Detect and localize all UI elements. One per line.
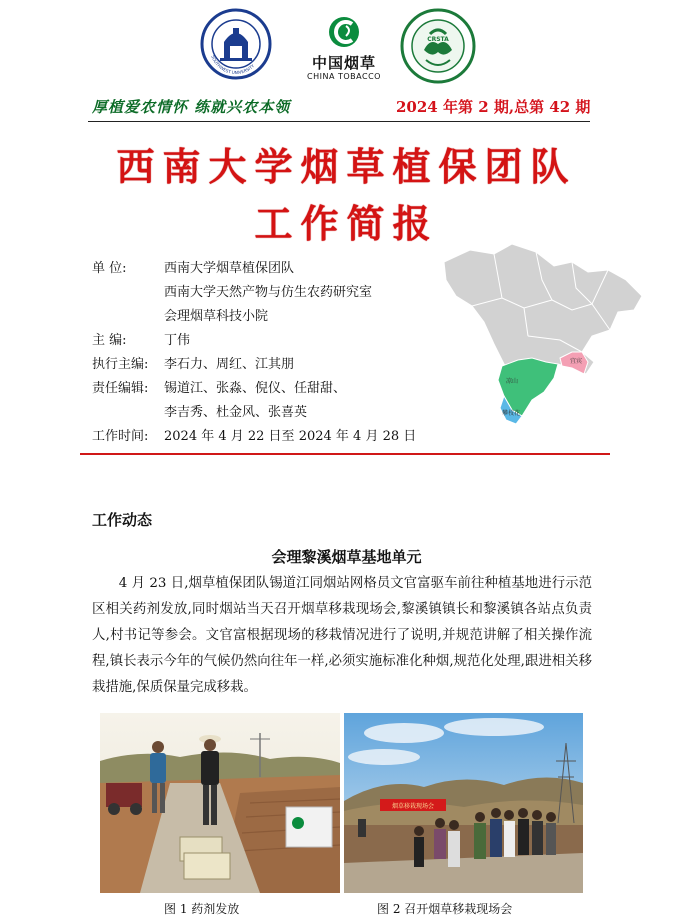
map-label-panzhihua: 攀枝花 [502,410,521,417]
crsta-logo [400,8,476,84]
photo-pesticide-distribution [100,713,340,893]
photo-transplanting-meeting [344,713,583,893]
article-paragraph: 4 月 23 日,烟草植保团队锡道江同烟站网格员文官富驱车前往种植基地进行示范区相关药剂发放,同时烟站当天召开烟草移栽现场会,黎溪镇镇长和黎溪镇各站点负责人,村书记等参会。文官富根据现场的移栽情况进行了说明,并规范讲解了相关操作流程,镇长表示今年的气候仍然向往年一样,必须实施标准化种烟,规范化处理,跟进相关移栽措施,保质保量完成移栽。 [92,576,592,695]
unit-row [92,257,294,280]
article-title: 会理黎溪烟草基地单元 [271,548,422,566]
issue-number: 2024 年第 2 期,总第 42 期 [396,98,591,116]
swu-logo-text: SOUTHWEST UNIVERSITY [210,54,256,76]
crsta-logo-text: CRSTA [427,36,449,43]
editor-value: 丁伟 [164,333,191,348]
exec-editor-value: 李石力、周红、江其朋 [164,357,295,372]
unit-value-1: 西南大学烟草植保团队 [164,261,295,276]
map-label-liangshan: 凉山 [506,378,519,385]
map-label-yibin: 宜宾 [570,358,583,365]
unit-value-2: 西南大学天然产物与仿生农药研究室 [164,285,373,300]
china-tobacco-logo [296,12,392,84]
exec-editor-row [92,353,294,376]
southwest-university-logo [200,8,272,80]
title-line-2: 工作简报 [254,201,439,246]
title-line-1: 西南大学烟草植保团队 [116,144,577,189]
china-tobacco-en: CHINA TOBACCO [307,72,381,81]
banner-text: 烟草移栽现场会 [391,803,435,810]
resp-editor-value-2: 李吉秀、杜金风、张喜英 [164,405,308,420]
resp-editor-row [92,377,346,400]
resp-editor-label: 责任编辑: [92,381,149,396]
section-heading: 工作动态 [92,511,153,529]
unit-label: 单 位: [92,261,127,276]
unit-value-3: 会理烟草科技小院 [164,309,269,324]
slogan: 厚植爱农情怀 练就兴农本领 [92,98,291,116]
time-label: 工作时间: [92,429,149,444]
caption-1: 图 1 药剂发放 [164,902,240,916]
divider-red [80,453,610,455]
china-tobacco-cn: 中国烟草 [311,54,376,72]
time-row [92,425,416,448]
exec-editor-label: 执行主编: [92,357,149,372]
time-value: 2024 年 4 月 22 日至 2024 年 4 月 28 日 [164,429,417,444]
editor-row [92,329,190,352]
header-rule [88,121,590,122]
caption-2: 图 2 召开烟草移栽现场会 [377,902,513,916]
sichuan-map [432,240,648,436]
resp-editor-value-1: 锡道江、张淼、倪仪、任甜甜、 [164,381,347,396]
editor-label: 主 编: [92,333,127,348]
